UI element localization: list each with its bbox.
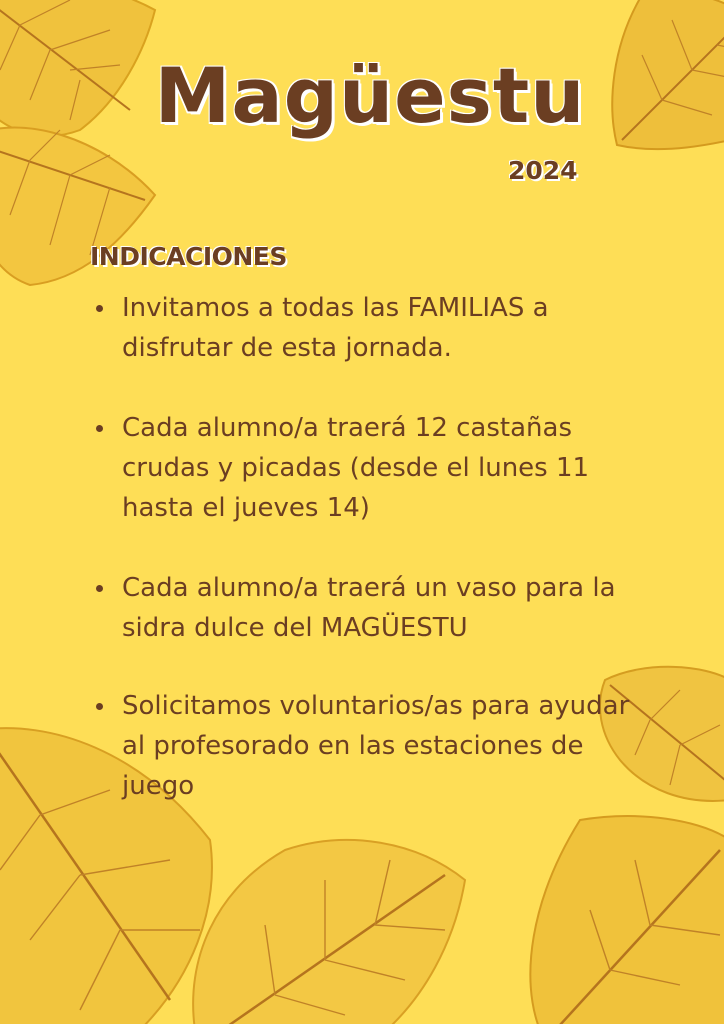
bullet-icon (96, 585, 103, 592)
title-first-letter: M (154, 51, 232, 140)
bullet-icon (96, 425, 103, 432)
bullet-icon (96, 703, 103, 710)
instructions-list (90, 288, 650, 846)
list-item (90, 568, 650, 648)
list-item (90, 288, 650, 368)
year-label: 2024 (508, 156, 578, 185)
section-heading: INDICACIONES (90, 242, 287, 271)
list-item-text: Cada alumno/a traerá 12 castañas crudas y picadas (desde el lunes 11 hasta el jueves 14) (122, 413, 590, 523)
list-item (90, 686, 650, 806)
page-title (0, 51, 724, 140)
list-item (90, 408, 650, 528)
title-rest: agüestu (231, 51, 586, 140)
autumn-leaf-icon (175, 830, 475, 1024)
list-item-text: Solicitamos voluntarios/as para ayudar al profesorado en las estaciones de juego (122, 691, 630, 801)
bullet-icon (96, 305, 103, 312)
list-item-text: Invitamos a todas las FAMILIAS a disfrutar de esta jornada. (122, 293, 549, 363)
list-item-text: Cada alumno/a traerá un vaso para la sidra dulce del MAGÜESTU (122, 573, 616, 643)
